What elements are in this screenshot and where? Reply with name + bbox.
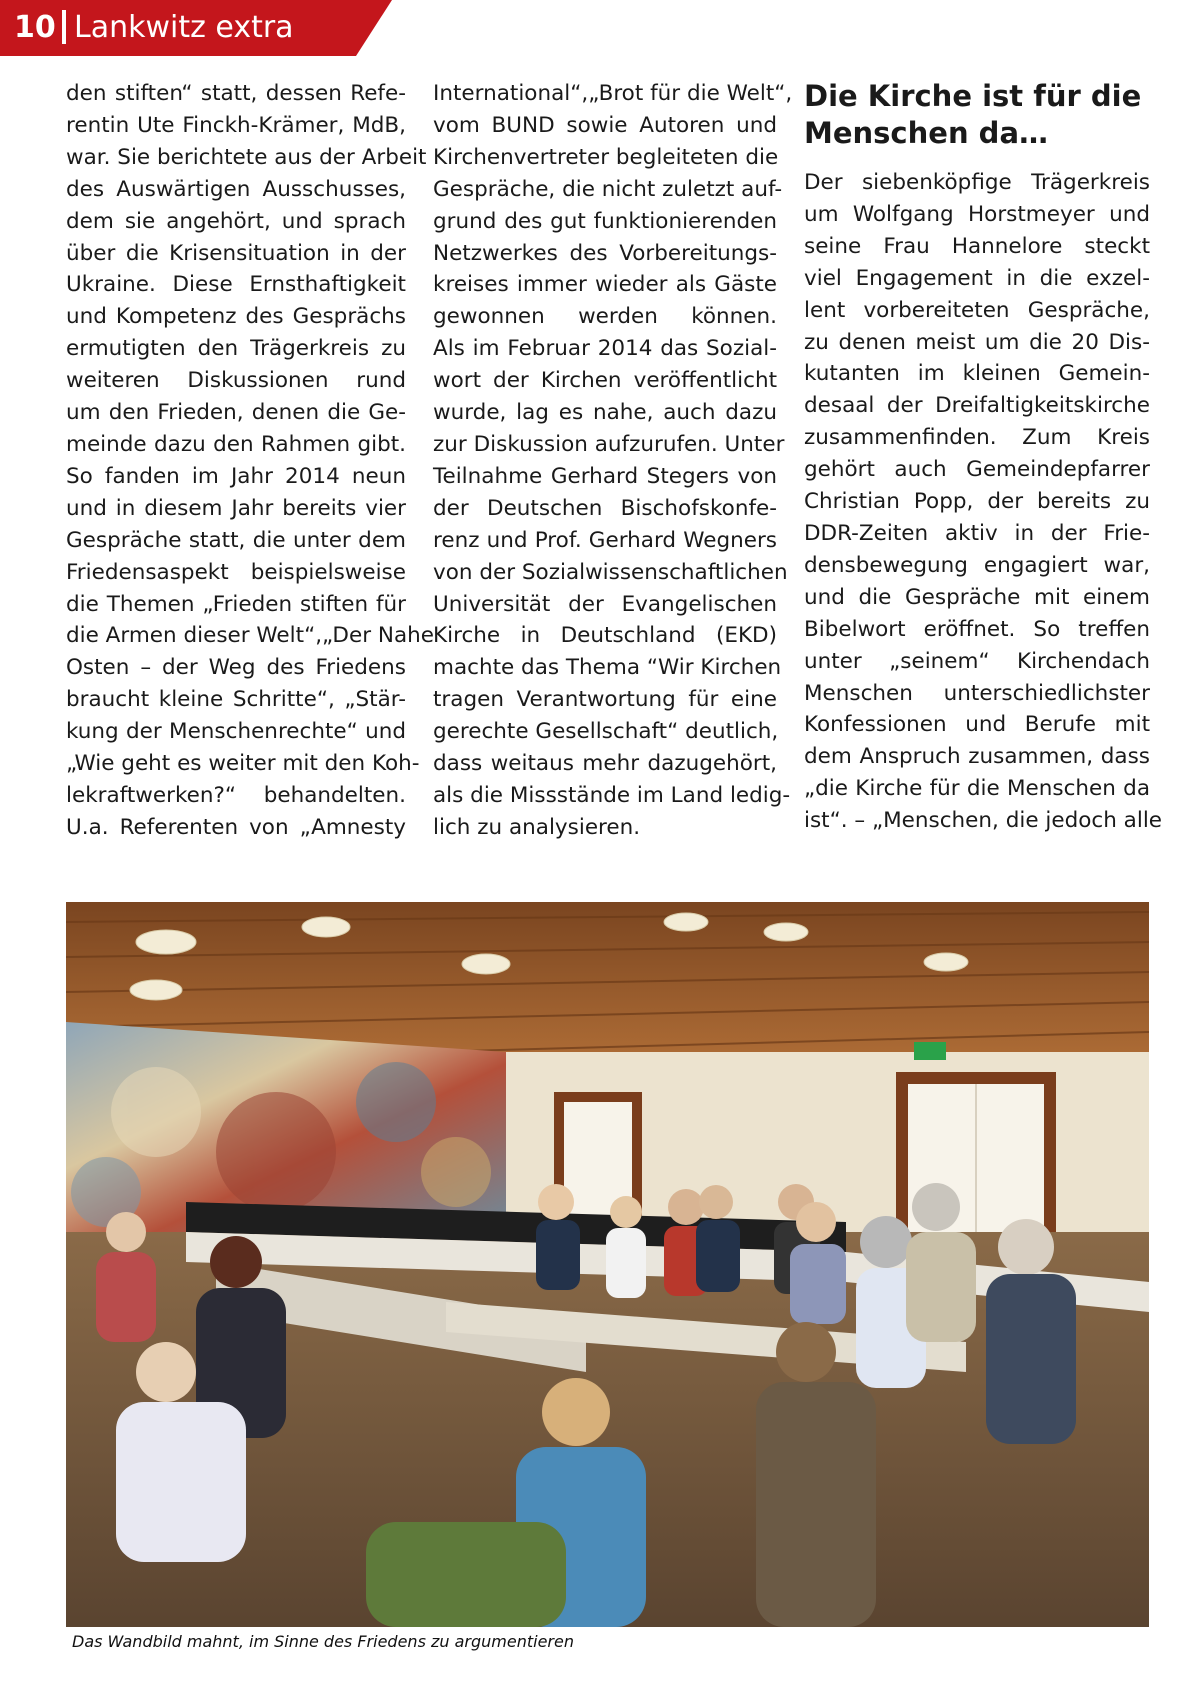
- text-line: Der siebenköpfige Trägerkreis: [804, 170, 1150, 195]
- text-line: Kirchenvertreter begleiteten die: [433, 144, 779, 170]
- text-line: über die Krisensituation in der: [66, 240, 406, 266]
- text-line: von der Sozialwissenschaftlichen: [433, 559, 788, 585]
- text-line: kutanten im kleinen Gemein-: [804, 361, 1150, 387]
- text-line: „Wie geht es weiter mit den Koh-: [66, 751, 420, 777]
- text-line: U.a. Referenten von „Amnesty: [66, 814, 406, 840]
- article-column-2: [433, 78, 793, 844]
- text-line: kreises immer wieder als Gäste: [433, 272, 777, 298]
- text-line: DDR-Zeiten aktiv in der Frie-: [804, 520, 1150, 546]
- text-line: Gespräche statt, die unter dem: [66, 527, 406, 553]
- text-line: dem Anspruch zusammen, dass: [804, 744, 1150, 770]
- text-line: Christian Popp, der bereits zu: [804, 489, 1150, 515]
- text-line: als die Missstände im Land ledig-: [433, 782, 791, 808]
- headline-line: Die Kirche ist für die: [804, 79, 1142, 113]
- text-line: gehört auch Gemeindepfarrer: [804, 457, 1150, 483]
- meeting-photo-illustration: [66, 902, 1149, 1627]
- text-line: rentin Ute Finckh-Krämer, MdB,: [66, 112, 406, 138]
- text-line: die Themen „Frieden stiften für: [66, 591, 406, 617]
- text-line: gerechte Gesellschaft“ deutlich,: [433, 719, 779, 745]
- text-line: ermutigten den Trägerkreis zu: [66, 336, 406, 362]
- meeting-photo: [66, 902, 1149, 1627]
- text-line: und in diesem Jahr bereits vier: [66, 495, 406, 521]
- text-line: um den Frieden, denen die Ge-: [66, 400, 406, 426]
- text-line: „die Kirche für die Menschen da: [804, 776, 1150, 802]
- text-line: kung der Menschenrechte“ und: [66, 719, 406, 745]
- text-line: weiteren Diskussionen rund: [66, 368, 406, 394]
- text-line: vom BUND sowie Autoren und: [433, 112, 777, 138]
- article-column-1: [66, 78, 434, 844]
- text-line: Friedensaspekt beispielsweise: [66, 559, 406, 585]
- text-line: seine Frau Hannelore steckt: [804, 233, 1150, 259]
- text-line: densbewegung engagiert war,: [804, 552, 1150, 578]
- text-line: Ukraine. Diese Ernsthaftigkeit: [66, 272, 406, 298]
- page-number: 10: [14, 10, 56, 45]
- text-line: ist“. – „Menschen, die jedoch alle: [804, 808, 1163, 834]
- text-line: lekraftwerken?“ behandelten.: [66, 782, 406, 808]
- text-line: Bibelwort eröffnet. So treffen: [804, 616, 1150, 642]
- text-line: tragen Verantwortung für eine: [433, 687, 777, 713]
- text-line: zu denen meist um die 20 Dis-: [804, 329, 1150, 355]
- text-line: zusammenfinden. Zum Kreis: [804, 425, 1150, 451]
- text-line: den stiften“ statt, dessen Refe-: [66, 81, 406, 106]
- text-line: lent vorbereiteten Gespräche,: [804, 297, 1150, 323]
- text-line: wort der Kirchen veröffentlicht: [433, 368, 777, 394]
- text-line: desaal der Dreifaltigkeitskirche: [804, 393, 1150, 419]
- text-line: und die Gespräche mit einem: [804, 584, 1150, 610]
- text-line: viel Engagement in die exzel-: [804, 265, 1150, 291]
- text-line: So fanden im Jahr 2014 neun: [66, 463, 406, 489]
- text-line: Universität der Evangelischen: [433, 591, 777, 617]
- text-line: International“,„Brot für die Welt“,: [433, 81, 793, 106]
- photo-caption: Das Wandbild mahnt, im Sinne des Friedens zu argumentieren: [72, 1632, 574, 1651]
- text-line: Osten – der Weg des Friedens: [66, 655, 406, 681]
- text-line: machte das Thema “Wir Kirchen: [433, 655, 782, 681]
- text-line: gewonnen werden können.: [433, 304, 777, 330]
- text-line: die Armen dieser Welt“,„Der Nahe: [66, 623, 434, 649]
- text-line: Konfessionen und Berufe mit: [804, 712, 1150, 738]
- text-line: war. Sie berichtete aus der Arbeit: [66, 144, 427, 170]
- text-line: Als im Februar 2014 das Sozial-: [433, 336, 777, 362]
- text-line: der Deutschen Bischofskonfe-: [433, 495, 777, 521]
- section-title: Lankwitz extra: [74, 10, 294, 45]
- article-column-3-body: [804, 167, 1163, 837]
- article-column-3: [804, 78, 1163, 837]
- article-headline: [804, 78, 1150, 152]
- text-line: und Kompetenz des Gesprächs: [66, 304, 406, 330]
- text-line: Menschen unterschiedlichster: [804, 680, 1150, 706]
- text-line: Kirche in Deutschland (EKD): [433, 623, 777, 649]
- text-line: wurde, lag es nahe, auch dazu: [433, 400, 777, 426]
- text-line: lich zu analysieren.: [433, 814, 641, 840]
- text-line: Gespräche, die nicht zuletzt auf-: [433, 176, 783, 202]
- text-line: Netzwerkes des Vorbereitungs-: [433, 240, 777, 266]
- text-line: zur Diskussion aufzurufen. Unter: [433, 431, 785, 457]
- text-line: um Wolfgang Horstmeyer und: [804, 201, 1150, 227]
- text-line: braucht kleine Schritte“, „Stär-: [66, 687, 406, 713]
- headline-line: Menschen da…: [804, 116, 1049, 150]
- text-line: renz und Prof. Gerhard Wegners: [433, 527, 777, 553]
- page-header-banner: [0, 0, 420, 56]
- text-line: grund des gut funktionierenden: [433, 208, 777, 234]
- text-line: dem sie angehört, und sprach: [66, 208, 406, 234]
- text-line: unter „seinem“ Kirchendach: [804, 648, 1150, 674]
- text-line: des Auswärtigen Ausschusses,: [66, 176, 406, 202]
- text-line: Teilnahme Gerhard Stegers von: [433, 463, 777, 489]
- text-line: meinde dazu den Rahmen gibt.: [66, 431, 406, 457]
- text-line: dass weitaus mehr dazugehört,: [433, 751, 777, 777]
- header-separator: [62, 10, 66, 44]
